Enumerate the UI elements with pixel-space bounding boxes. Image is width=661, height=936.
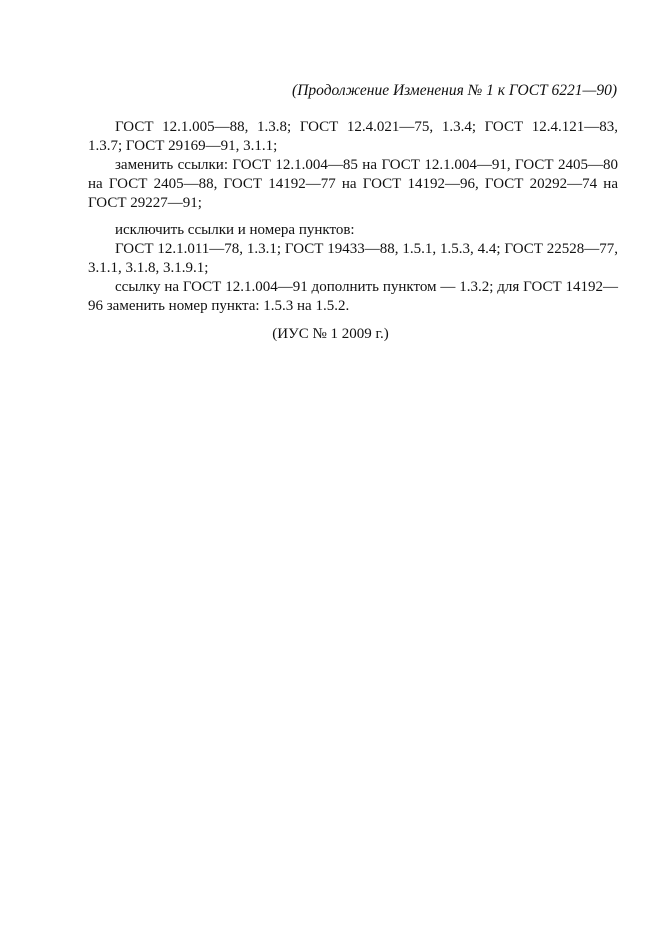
continuation-header: (Продолжение Изменения № 1 к ГОСТ 6221—90) [292, 82, 617, 99]
paragraph-supplement-reference: ссылку на ГОСТ 12.1.004—91 дополнить пунктом — 1.3.2; для ГОСТ 14192—96 заменить номер пункта: 1.5.3 на 1.5.2. [88, 279, 618, 314]
paragraph-spacer [88, 213, 618, 221]
amendment-text [88, 118, 618, 316]
paragraph-gost-references: ГОСТ 12.1.005—88, 1.3.8; ГОСТ 12.4.021—75, 1.3.4; ГОСТ 12.4.121—83, 1.3.7; ГОСТ 29169—91, 3.1.1; [88, 119, 618, 154]
paragraph-exclude-heading: исключить ссылки и номера пунктов: [115, 222, 355, 238]
paragraph-replace-references: заменить ссылки: ГОСТ 12.1.004—85 на ГОСТ 12.1.004—91, ГОСТ 2405—80 на ГОСТ 2405—88, ГОСТ 14192—77 на ГОСТ 14192—96, ГОСТ 20292—74 на ГОСТ 29227—91; [88, 157, 618, 211]
ius-footer: (ИУС № 1 2009 г.) [272, 326, 389, 342]
paragraph-exclude-list: ГОСТ 12.1.011—78, 1.3.1; ГОСТ 19433—88, 1.5.1, 1.5.3, 4.4; ГОСТ 22528—77, 3.1.1, 3.1.8, 3.1.9.1; [88, 241, 618, 276]
